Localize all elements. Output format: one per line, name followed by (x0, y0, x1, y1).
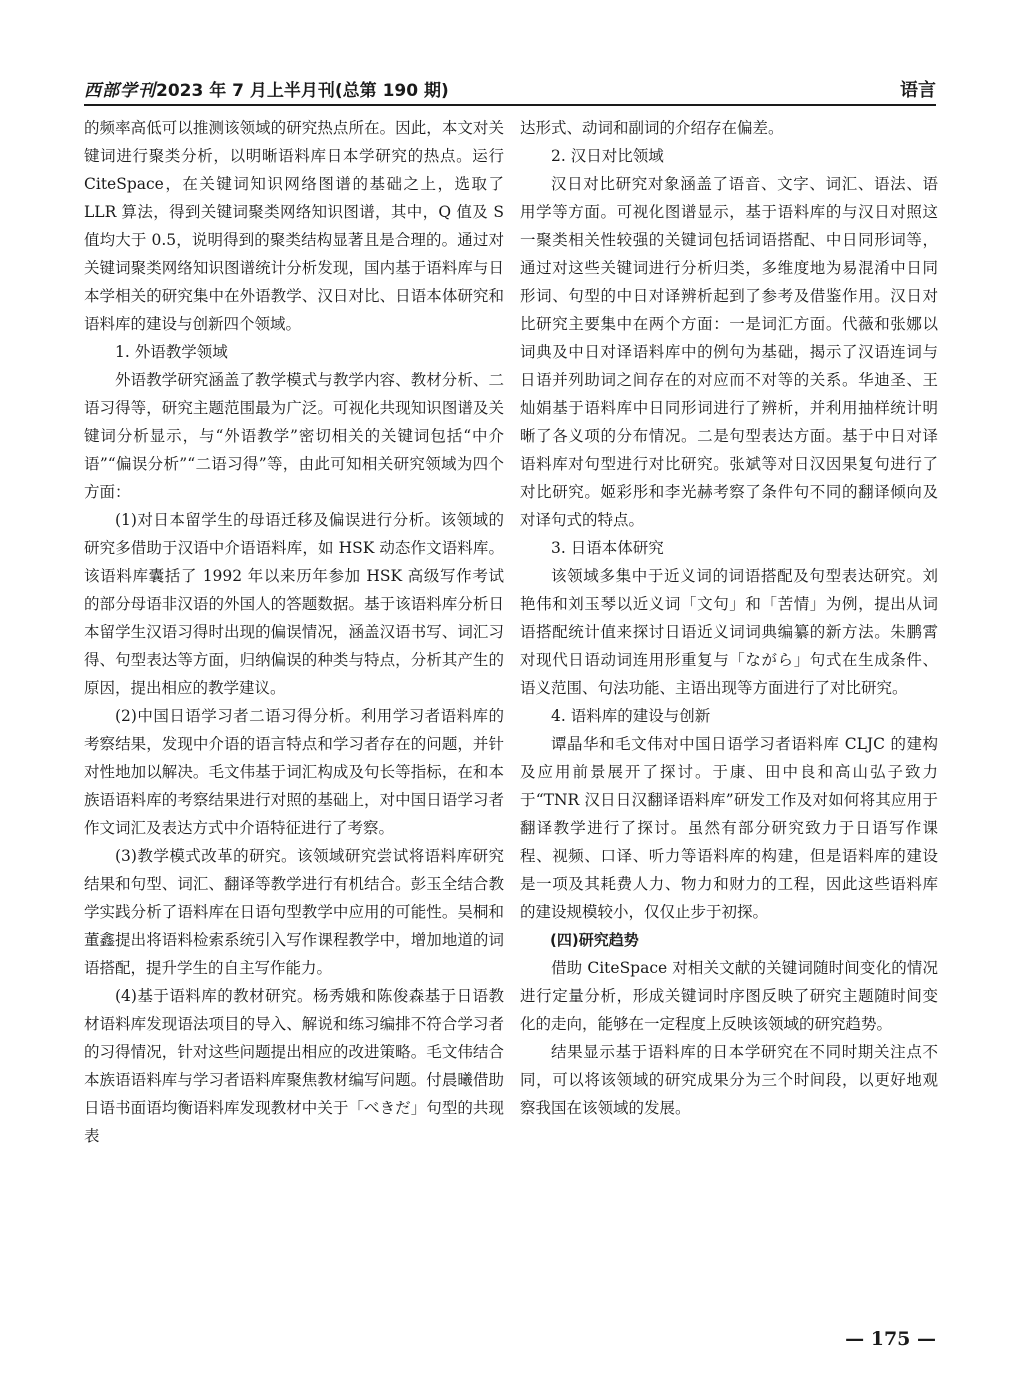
section-heading: 2. 汉日对比领域 (551, 147, 664, 165)
body-paragraph: 结果显示基于语料库的日本学研究在不同时期关注点不同，可以将该领域的研究成果分为三个时间段，以更好地观察我国在该领域的发展。 (520, 1043, 938, 1117)
section-heading: 3. 日语本体研究 (551, 539, 664, 557)
body-paragraph: (4)基于语料库的教材研究。杨秀娥和陈俊森基于日语教材语料库发现语法项目的导入、解说和练习编排不符合学习者的习得情况，针对这些问题提出相应的改进策略。毛文伟结合本族语语料库与学习者语料库聚焦教材编写问题。付晨曦借助日语书面语均衡语料库发现教材中关于「べきだ」句型的共现表 (84, 987, 504, 1145)
body-paragraph: 该领域多集中于近义词的词语搭配及句型表达研究。刘艳伟和刘玉琴以近义词「文句」和「苦情」为例，提出从词语搭配统计值来探讨日语近义词词典编纂的新方法。朱鹏霄对现代日语动词连用形重复与「ながら」句式在生成条件、语义范围、句法功能、主语出现等方面进行了对比研究。 (520, 567, 938, 697)
issue-info: 2023 年 7 月上半月刊(总第 190 期) (156, 81, 449, 101)
right-column (520, 114, 938, 1122)
header-rule (84, 104, 936, 106)
body-paragraph: (3)教学模式改革的研究。该领域研究尝试将语料库研究结果和句型、词汇、翻译等教学进行有机结合。彭玉全结合教学实践分析了语料库在日语句型教学中应用的可能性。吴桐和董鑫提出将语料检索系统引入写作课程教学中，增加地道的词语搭配，提升学生的自主写作能力。 (84, 847, 504, 977)
section-heading: 4. 语料库的建设与创新 (551, 707, 711, 725)
section-name: 语言 (900, 80, 936, 101)
journal-logo: 西部学刊 (84, 81, 156, 101)
body-paragraph: 外语教学研究涵盖了教学模式与教学内容、教材分析、二语习得等，研究主题范围最为广泛。可视化共现知识图谱及关键词分析显示，与“外语教学”密切相关的关键词包括“中介语”“偏误分析”“二语习得”等，由此可知相关研究领域为四个方面： (84, 371, 504, 501)
left-column (84, 114, 504, 1150)
body-paragraph: 汉日对比研究对象涵盖了语音、文字、词汇、语法、语用学等方面。可视化图谱显示，基于语料库的与汉日对照这一聚类相关性较强的关键词包括词语搭配、中日同形词等，通过对这些关键词进行分析归类，多维度地为易混淆中日同形词、句型的中日对译辨析起到了参考及借鉴作用。汉日对比研究主要集中在两个方面：一是词汇方面。代薇和张娜以词典及中日对译语料库中的例句为基础，揭示了汉语连词与日语并列助词之间存在的对应而不对等的关系。华迪圣、王灿娟基于语料库中日同形词进行了辨析，并利用抽样统计明晰了各义项的分布情况。二是句型表达方面。基于中日对译语料库对句型进行对比研究。张斌等对日汉因果复句进行了对比研究。姬彩彤和李光赫考察了条件句不同的翻译倾向及对译句式的特点。 (520, 175, 938, 529)
section-heading: 1. 外语教学领域 (115, 343, 228, 361)
subsection-heading: (四)研究趋势 (550, 931, 639, 949)
page-number: — 175 — (845, 1328, 936, 1350)
body-paragraph: (2)中国日语学习者二语习得分析。利用学习者语料库的考察结果，发现中介语的语言特点和学习者存在的问题，并针对性地加以解决。毛文伟基于词汇构成及句长等指标，在和本族语语料库的考察结果进行对照的基础上，对中国日语学习者作文词汇及表达方式中介语特征进行了考察。 (84, 707, 504, 837)
journal-title (84, 76, 449, 101)
paragraph-continuation: 的频率高低可以推测该领域的研究热点所在。因此，本文对关键词进行聚类分析，以明晰语料库日本学研究的热点。运行 CiteSpace，在关键词知识网络图谱的基础之上，选取了 LLR 算法，得到关键词聚类网络知识图谱，其中，Q 值及 S 值均大于 0.5，说明得到的聚类结构显著且是合理的。通过对关键词聚类网络知识图谱统计分析发现，国内基于语料库与日本学相关的研究集中在外语教学、汉日对比、日语本体研究和语料库的建设与创新四个领域。 (84, 119, 504, 333)
body-paragraph: (1)对日本留学生的母语迁移及偏误进行分析。该领域的研究多借助于汉语中介语语料库，如 HSK 动态作文语料库。该语料库囊括了 1992 年以来历年参加 HSK 高级写作考试的部分母语非汉语的外国人的答题数据。基于该语料库分析日本留学生汉语习得时出现的偏误情况，涵盖汉语书写、词汇习得、句型表达等方面，归纳偏误的种类与特点，分析其产生的原因，提出相应的教学建议。 (84, 511, 504, 697)
body-paragraph: 谭晶华和毛文伟对中国日语学习者语料库 CLJC 的建构及应用前景展开了探讨。于康、田中良和高山弘子致力于“TNR 汉日日汉翻译语料库”研发工作及对如何将其应用于翻译教学进行了探讨。虽然有部分研究致力于日语写作课程、视频、口译、听力等语料库的构建，但是语料库的建设是一项及其耗费人力、物力和财力的工程，因此这些语料库的建设规模较小，仅仅止步于初探。 (520, 735, 938, 921)
body-paragraph: 借助 CiteSpace 对相关文献的关键词随时间变化的情况进行定量分析，形成关键词时序图反映了研究主题随时间变化的走向，能够在一定程度上反映该领域的研究趋势。 (520, 959, 938, 1033)
running-header (84, 70, 936, 104)
paragraph-continuation: 达形式、动词和副词的介绍存在偏差。 (520, 119, 784, 137)
